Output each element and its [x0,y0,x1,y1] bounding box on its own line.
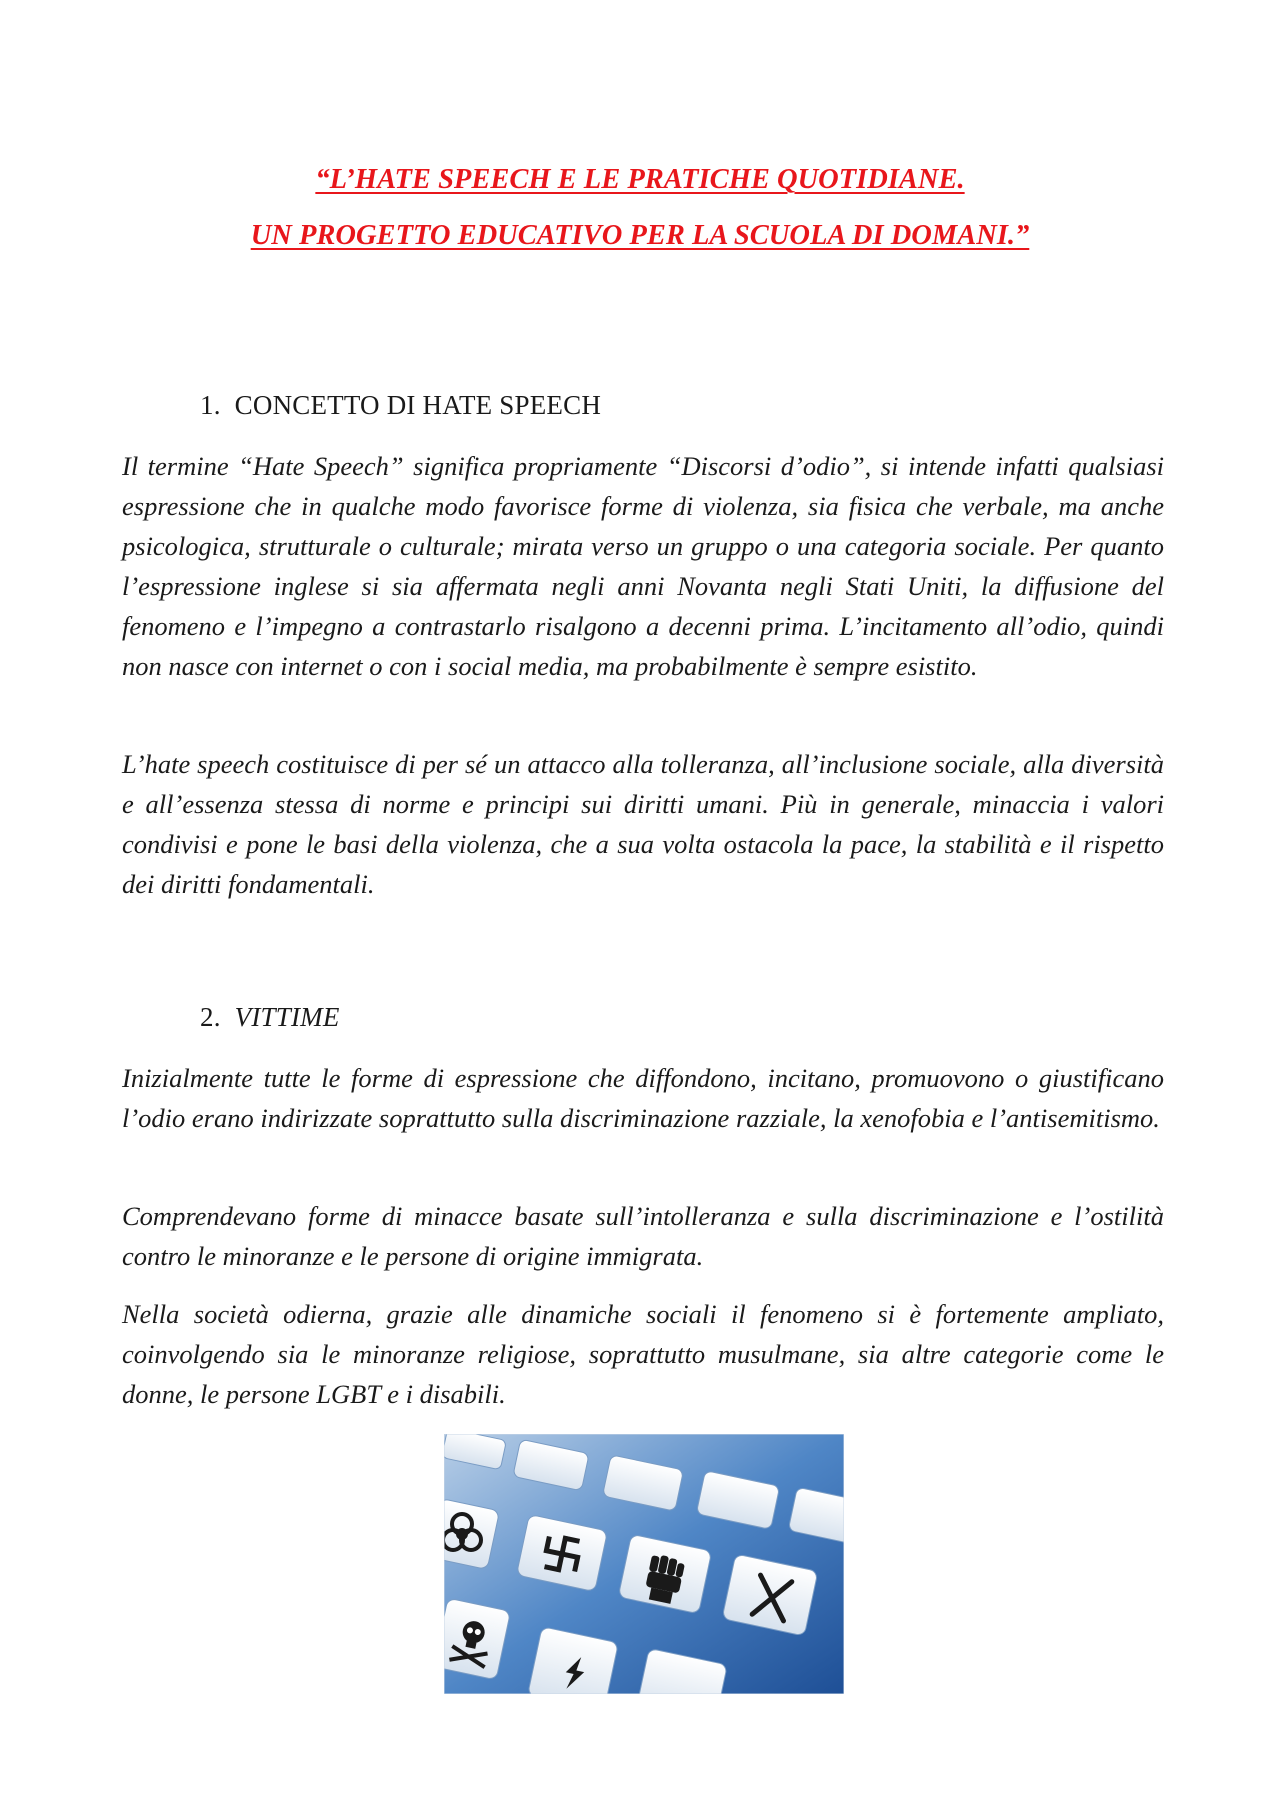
section-2-heading [200,1002,340,1033]
section-2-title: VITTIME [234,1002,340,1032]
section-1-paragraph-1: Il termine “Hate Speech” significa propriamente “Discorsi d’odio”, si intende infatti qualsiasi espressione che in qualche modo favorisce forme di violenza, sia fisica che verbale, ma anche psicologica, strutturale o culturale; mirata verso un gruppo o una categoria sociale. Per quanto l’espressione inglese si sia affermata negli anni Novanta negli Stati Uniti, la diffusione del fenomeno e l’impegno a contrastarlo risalgono a decenni prima. L’incitamento all’odio, quindi non nasce con internet o con i social media, ma probabilmente è sempre esistito. [122,451,1164,681]
section-2-paragraph-3: Nella società odierna, grazie alle dinamiche sociali il fenomeno si è fortemente ampliato, coinvolgendo sia le minoranze religiose, soprattutto musulmane, sia altre categorie come le donne, le persone LGBT e i disabili. [122,1299,1164,1409]
keyboard-illustration [444,1434,844,1694]
section-2-paragraph-2: Comprendevano forme di minacce basate sull’intolleranza e sulla discriminazione e l’ostilità contro le minoranze e le persone di origine immigrata. [122,1201,1164,1271]
section-1-heading [200,390,601,421]
section-2-paragraph-1: Inizialmente tutte le forme di espressione che diffondono, incitano, promuovono o giustificano l’odio erano indirizzate soprattutto sulla discriminazione razziale, la xenofobia e l’antisemitismo. [122,1063,1164,1133]
section-1-title: CONCETTO DI HATE SPEECH [234,390,602,420]
section-2-number: 2. [200,1002,221,1032]
title-line-1: “L’HATE SPEECH E LE PRATICHE QUOTIDIANE. [315,164,965,195]
section-1-paragraph-2: L’hate speech costituisce di per sé un attacco alla tolleranza, all’inclusione sociale, alla diversità e all’essenza stessa di norme e principi sui diritti umani. Più in generale, minaccia i valori condivisi e pone le basi della violenza, che a sua volta ostacola la pace, la stabilità e il rispetto dei diritti fondamentali. [122,749,1164,899]
keyboard-hate-symbols-image [444,1434,844,1694]
title-line-2: UN PROGETTO EDUCATIVO PER LA SCUOLA DI DOMANI.” [250,220,1030,251]
section-1-number: 1. [200,390,221,420]
document-title [0,152,1280,264]
